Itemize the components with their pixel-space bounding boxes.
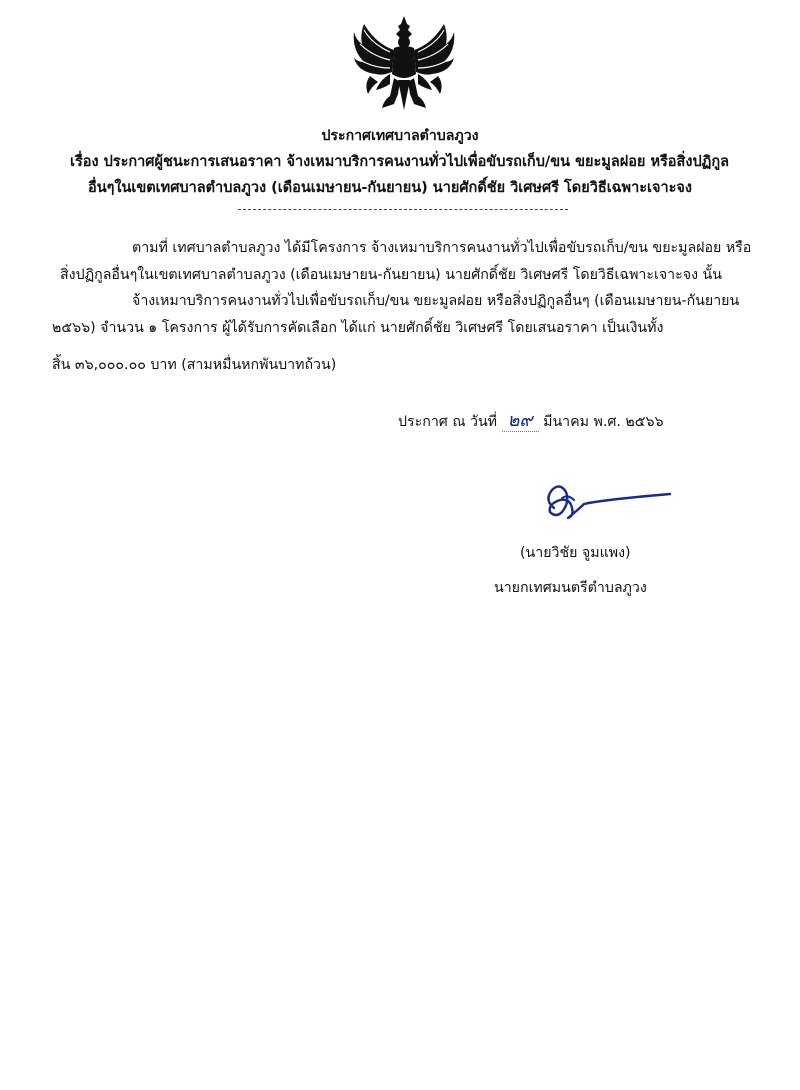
document-title: ประกาศเทศบาลตำบลภูวง — [321, 128, 479, 144]
subject-line-1: เรื่อง ประกาศผู้ชนะการเสนอราคา จ้างเหมาบริการคนงานทั่วไปเพื่อขับรถเก็บ/ขน ขยะมูลฝอย หรือสิ่งปฏิกูล — [70, 154, 730, 170]
date-suffix: มีนาคม พ.ศ. ๒๕๖๖ — [543, 414, 664, 430]
separator-line — [238, 209, 568, 210]
date-day-handwritten: ๒๙ — [502, 411, 539, 432]
body-line-1: ตามที่ เทศบาลตำบลภูวง ได้มีโครงการ จ้างเหมาบริการคนงานทั่วไปเพื่อขับรถเก็บ/ขน ขยะมูลฝอย หรือ — [132, 240, 752, 256]
body-line-3: จ้างเหมาบริการคนงานทั่วไปเพื่อขับรถเก็บ/ขน ขยะมูลฝอย หรือสิ่งปฏิกูลอื่นๆ (เดือนเมษายน-กันยายน — [132, 293, 740, 309]
body-line-4: ๒๕๖๖) จำนวน ๑ โครงการ ผู้ได้รับการคัดเลือก ได้แก่ นายศักดิ์ชัย วิเศษศรี โดยเสนอราคา เป็นเงินทั้ง — [52, 320, 664, 336]
announcement-date — [398, 411, 663, 432]
body-line-5: สิ้น ๓๖,๐๐๐.๐๐ บาท (สามหมื่นหกพันบาทถ้วน) — [52, 357, 337, 373]
handwritten-signature — [540, 478, 672, 524]
body-line-2: สิ่งปฏิกูลอื่นๆในเขตเทศบาลตำบลภูวง (เดือนเมษายน-กันยายน) นายศักดิ์ชัย วิเศษศรี โดยวิธีเฉพาะเจาะจง นั้น — [60, 267, 722, 283]
subject-line-2: อื่นๆในเขตเทศบาลตำบลภูวง (เดือนเมษายน-กันยายน) นายศักดิ์ชัย วิเศษศรี โดยวิธีเฉพาะเจาะจง — [88, 180, 692, 196]
garuda-emblem-icon — [350, 14, 458, 114]
signer-position: นายกเทศมนตรีตำบลภูวง — [494, 580, 647, 596]
signer-name: (นายวิชัย จูมแพง) — [520, 545, 631, 561]
date-prefix: ประกาศ ณ วันที่ — [398, 414, 498, 430]
